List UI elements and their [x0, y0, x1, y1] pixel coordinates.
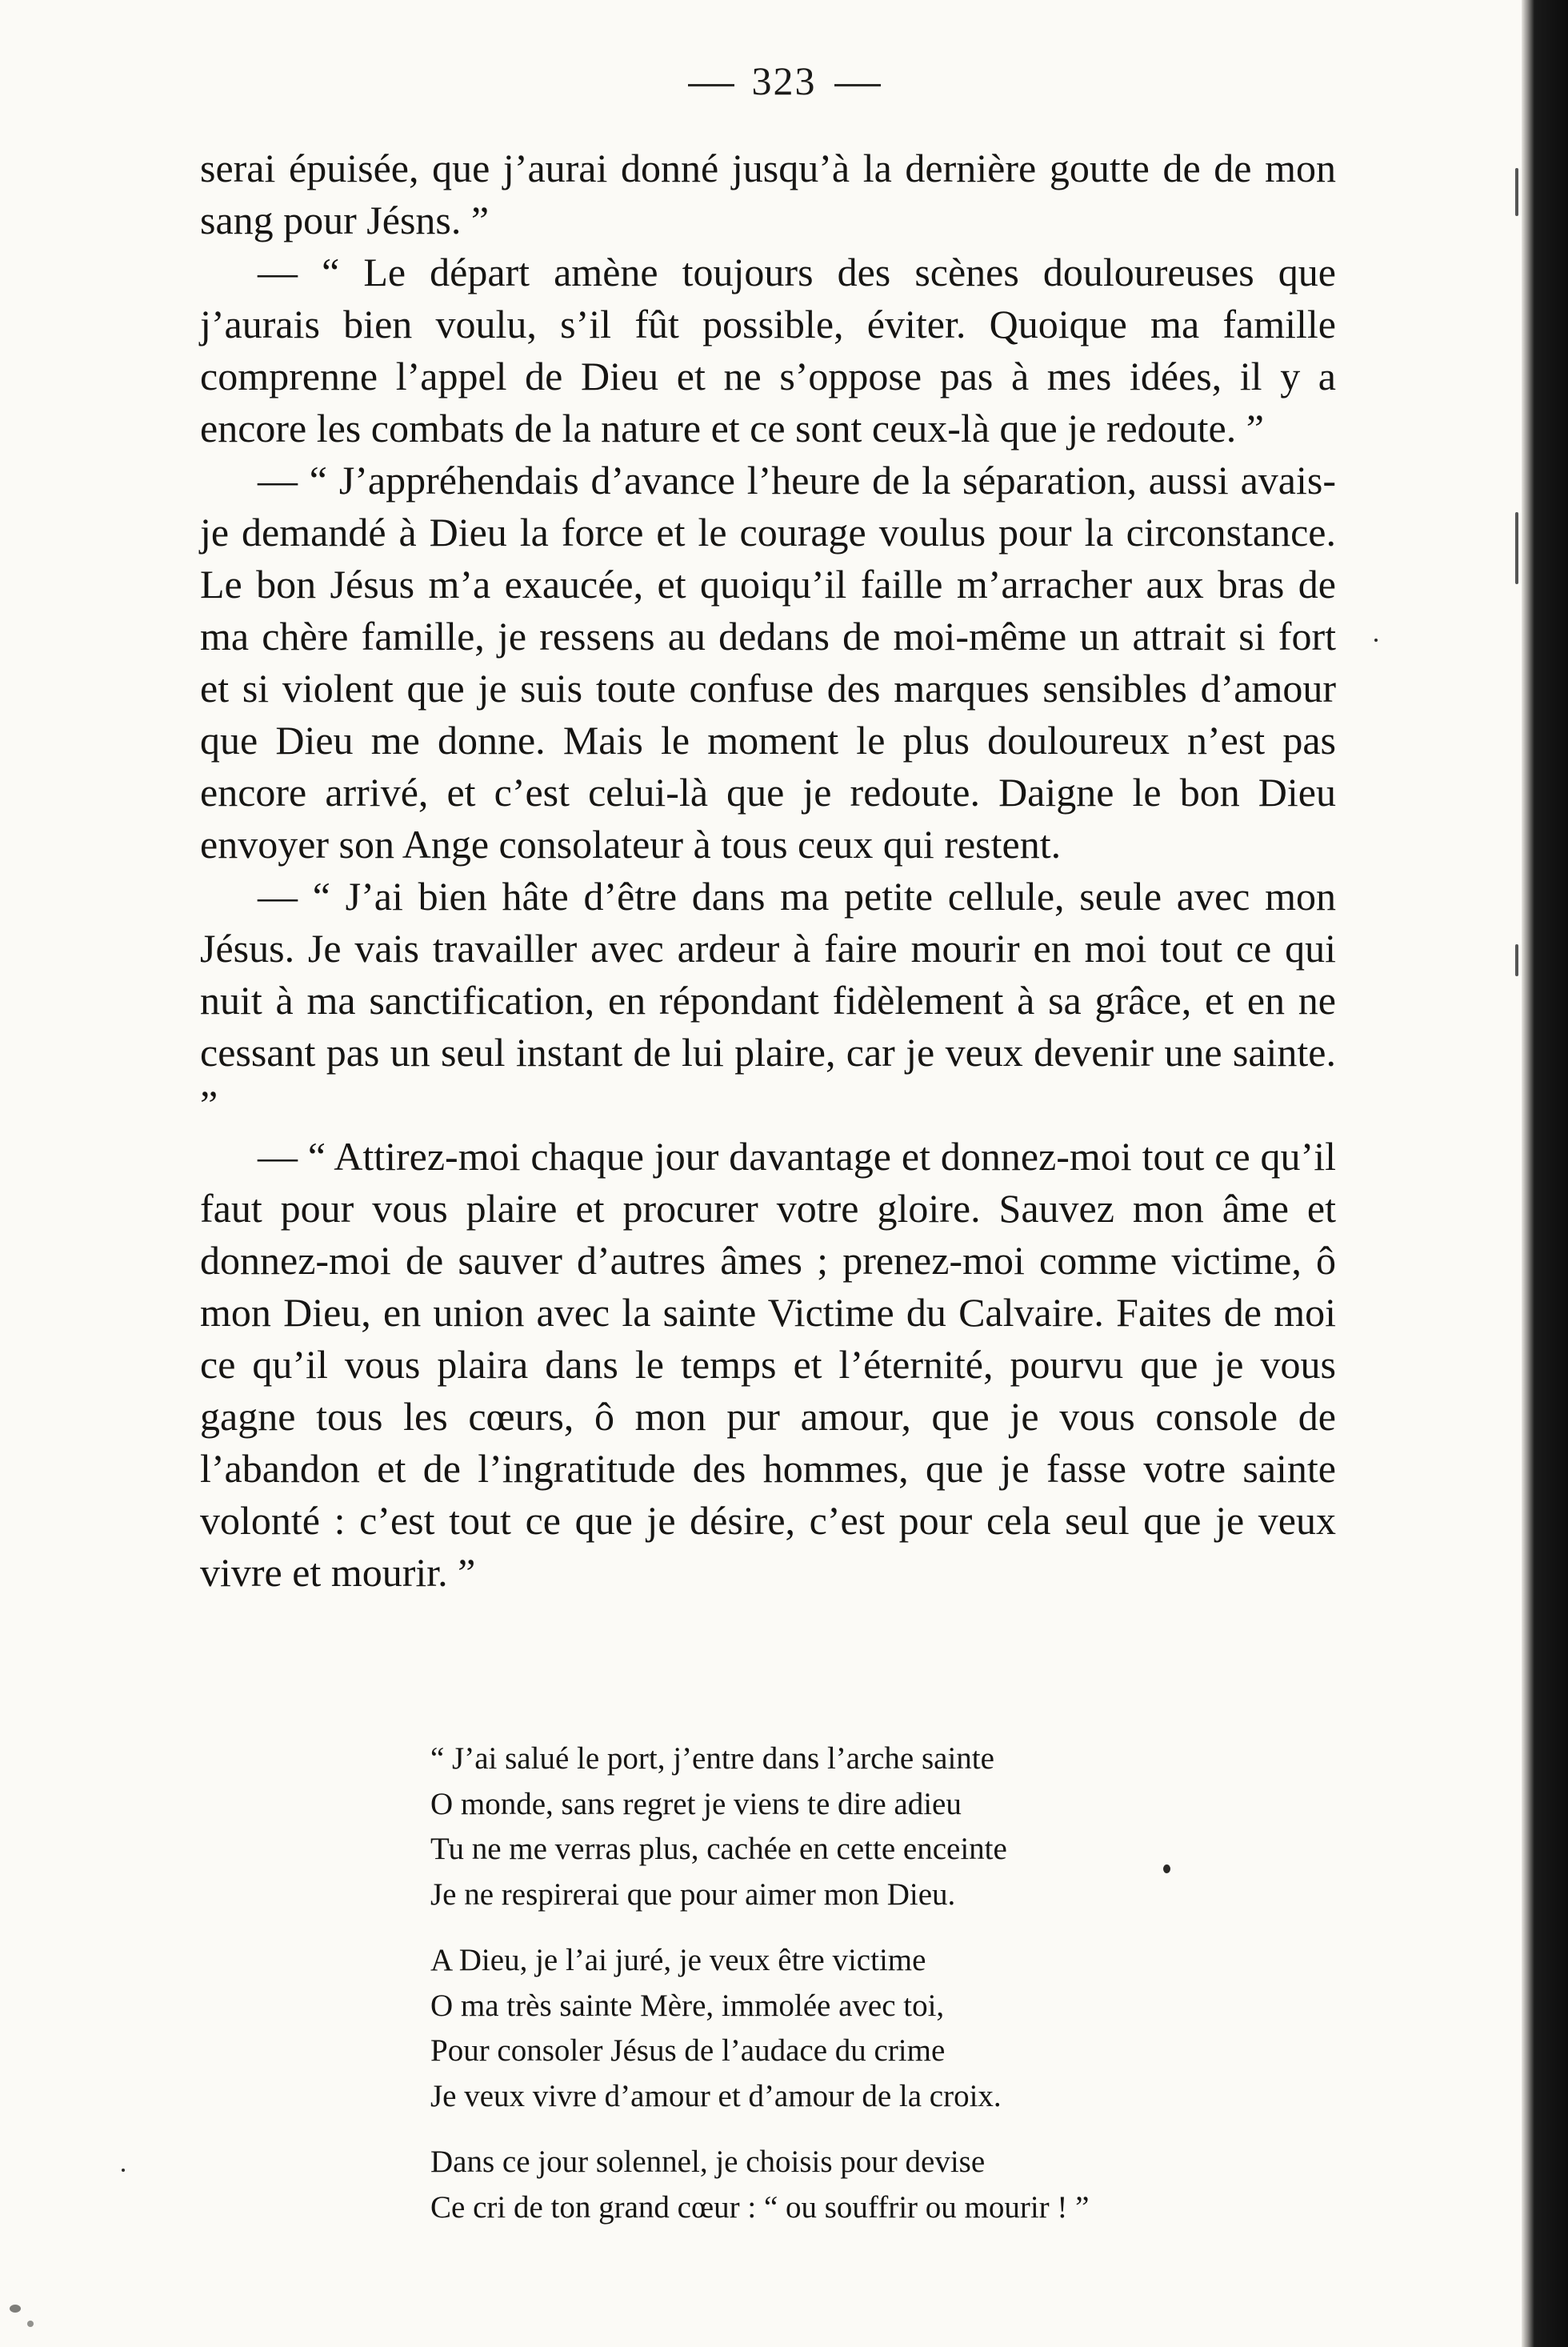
paragraph-quote-prayer: — “ Attirez-moi chaque jour davantage et donnez-moi tout ce qu’il faut pour vous plaire et procurer votre gloire. Sauvez mon âme et donnez-moi de sauver d’autres âmes ; prenez-moi comme victime, ô mon Dieu, en union avec la sainte Victime du Calvaire. Faites de moi ce qu’il vous plaira dans le temps et l’éternité, pourvu que je vous gagne tous les cœurs, ô mon pur amour, que je vous console de l’abandon et de l’ingratitude des hommes, que je fasse votre sainte volonté : c’est tout ce que je désire, c’est pour cela seul que je veux vivre et mourir. ” [200, 1134, 1336, 1595]
page-number-header [0, 58, 1568, 104]
poem-line: Je veux vivre d’amour et d’amour de la croix. [430, 2078, 1002, 2113]
binding-speck [1515, 512, 1518, 584]
page-number: 323 [751, 58, 817, 103]
body-text [200, 142, 1336, 1599]
ink-speck [27, 2321, 34, 2327]
poem-line: Tu ne me verras plus, cachée en cette enceinte [430, 1832, 1007, 1866]
ink-speck [122, 2169, 125, 2172]
binding-speck [1515, 168, 1518, 216]
poem-line: O monde, sans regret je viens te dire adieu [430, 1786, 962, 1821]
header-dash-right [834, 84, 881, 86]
paragraph-quote-cell: — “ J’ai bien hâte d’être dans ma petite cellule, seule avec mon Jésus. Je vais travailler avec ardeur à faire mourir en moi tout ce qui nuit à ma sanctification, en répondant fidèlement à sa grâce, et en ne cessant pas un seul instant de lui plaire, car je veux devenir une sainte. ” [200, 874, 1336, 1127]
poem-line: Dans ce jour solennel, je choisis pour devise [430, 2145, 986, 2179]
ink-speck [1374, 639, 1378, 642]
poem [430, 1736, 1230, 2251]
book-binding-edge [1522, 0, 1568, 2347]
ink-speck [1163, 1864, 1170, 1873]
poem-line: Ce cri de ton grand cœur : “ ou souffrir ou mourir ! ” [430, 2189, 1090, 2225]
poem-stanza-1 [430, 1736, 1230, 1917]
paragraph-continuation: serai épuisée, que j’aurai donné jusqu’à la dernière goutte de de mon sang pour Jésns. ” [200, 146, 1336, 242]
paragraph-quote-departure: — “ Le départ amène toujours des scènes douloureuses que j’aurais bien voulu, s’il fût possible, éviter. Quoique ma famille comprenne l’appel de Dieu et ne s’oppose pas à mes idées, il y a encore les combats de la nature et ce sont ceux-là que je redoute. ” [200, 250, 1336, 451]
poem-line: Je ne respirerai que pour aimer mon Dieu. [430, 1876, 956, 1912]
poem-line: A Dieu, je l’ai juré, je veux être victime [430, 1943, 926, 1977]
poem-stanza-3 [430, 2140, 1230, 2230]
paragraph-quote-separation: — “ J’appréhendais d’avance l’heure de la séparation, aussi avais-je demandé à Dieu la force et le courage voulus pour la circonstance. Le bon Jésus m’a exaucée, et quoiqu’il faille m’arracher aux bras de ma chère famille, je ressens au dedans de moi-même un attrait si fort et si violent que je suis toute confuse des marques sensibles d’amour que Dieu me donne. Mais le moment le plus douloureux n’est pas encore arrivé, et c’est celui-là que je redoute. Daigne le bon Dieu envoyer son Ange consolateur à tous ceux qui restent. [200, 458, 1336, 867]
poem-line: “ J’ai salué le port, j’entre dans l’arche sainte [430, 1741, 994, 1776]
poem-line: Pour consoler Jésus de l’audace du crime [430, 2033, 946, 2068]
ink-speck [10, 2305, 21, 2313]
binding-speck [1515, 944, 1518, 976]
header-dash-left [688, 84, 734, 86]
poem-stanza-2 [430, 1938, 1230, 2119]
poem-line: O ma très sainte Mère, immolée avec toi, [430, 1988, 945, 2023]
